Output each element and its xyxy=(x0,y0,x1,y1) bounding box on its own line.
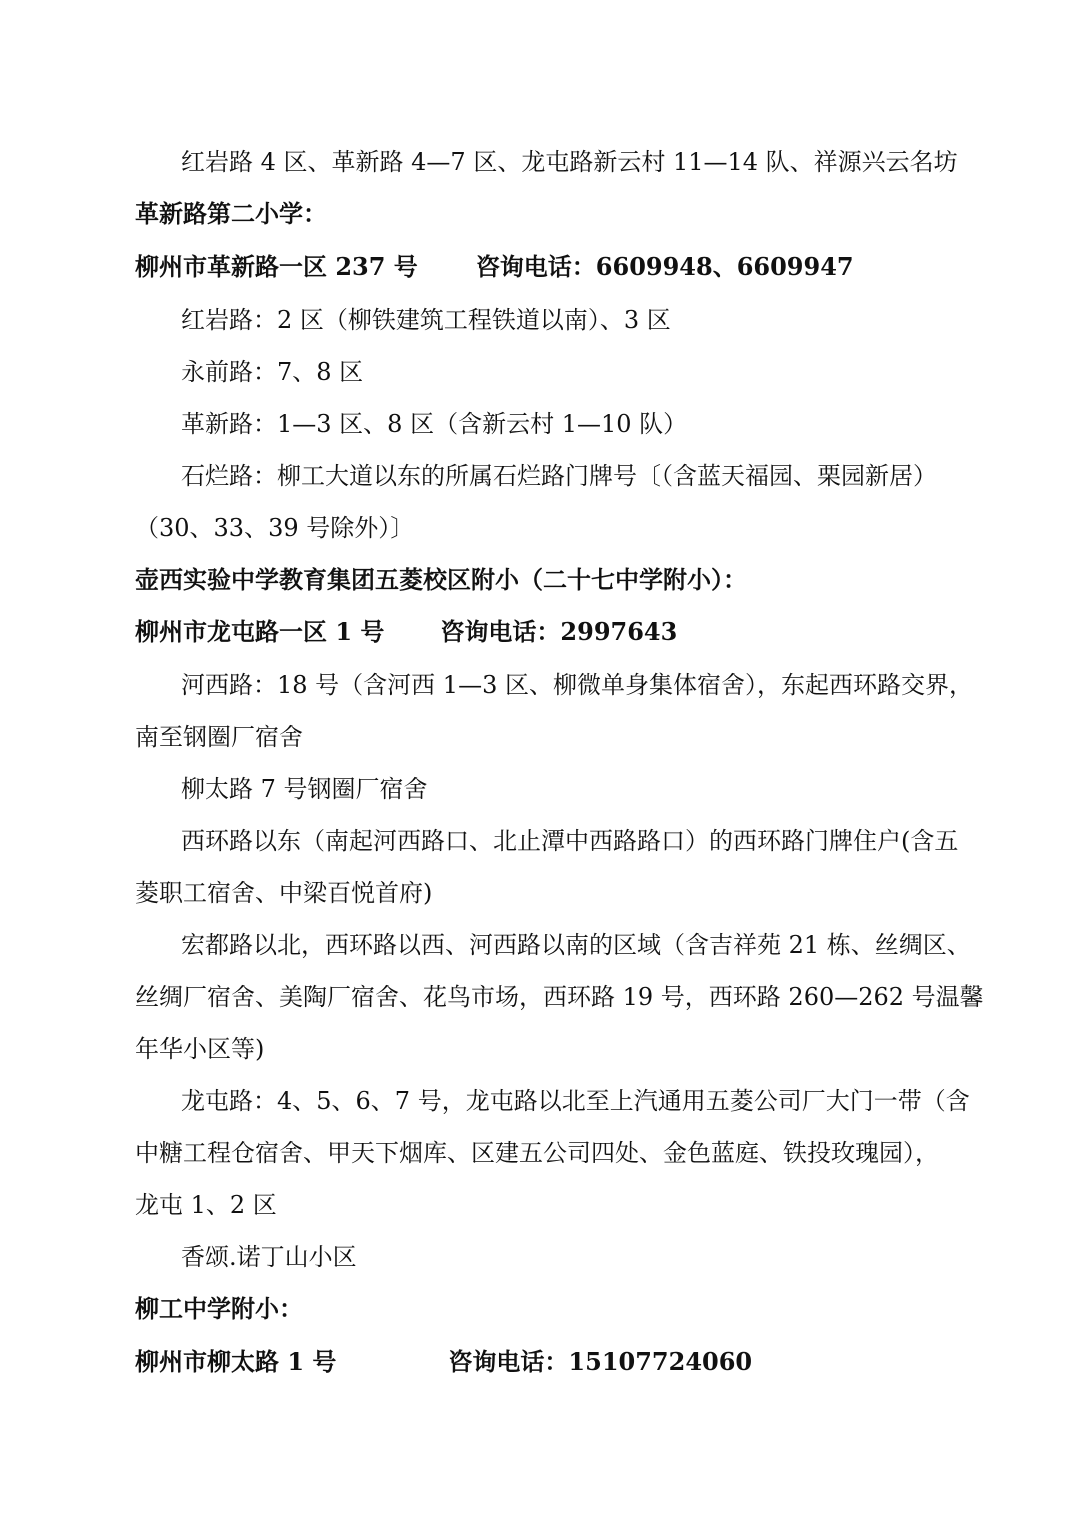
school-phone: 咨询电话：6609948、6609947 xyxy=(475,252,854,281)
text-line: 柳太路 7 号钢圈厂宿舍 xyxy=(181,775,428,803)
school-contact-line xyxy=(135,252,854,282)
text-line: 南至钢圈厂宿舍 xyxy=(135,723,303,751)
text-line: 河西路：18 号（含河西 1—3 区、柳微单身集体宿舍），东起西环路交界， xyxy=(181,671,973,699)
text-line: 龙屯 1、2 区 xyxy=(135,1191,277,1219)
school-contact-line xyxy=(135,617,677,647)
school-title-liugong: 柳工中学附小： xyxy=(135,1294,303,1323)
school-address: 柳州市柳太路 1 号 xyxy=(135,1347,337,1376)
school-address: 柳州市革新路一区 237 号 xyxy=(135,252,418,281)
text-line: 革新路：1—3 区、8 区（含新云村 1—10 队） xyxy=(181,410,688,438)
text-line: 西环路以东（南起河西路口、北止潭中西路路口）的西环路门牌住户(含五 xyxy=(181,827,959,855)
text-line: 中糖工程仓宿舍、甲天下烟库、区建五公司四处、金色蓝庭、铁投玫瑰园）， xyxy=(135,1139,939,1167)
school-title-wuling: 壶西实验中学教育集团五菱校区附小（二十七中学附小）： xyxy=(135,565,747,594)
text-line: 丝绸厂宿舍、美陶厂宿舍、花鸟市场，西环路 19 号，西环路 260—262 号温馨 xyxy=(135,983,984,1011)
school-phone: 咨询电话：15107724060 xyxy=(448,1347,753,1376)
text-line: 红岩路 4 区、革新路 4—7 区、龙屯路新云村 11—14 队、祥源兴云名坊 xyxy=(181,148,958,176)
text-line: 红岩路：2 区（柳铁建筑工程铁道以南）、3 区 xyxy=(181,306,671,334)
text-line: 香颂.诺丁山小区 xyxy=(181,1243,357,1271)
school-phone: 咨询电话：2997643 xyxy=(440,617,678,646)
text-line: 年华小区等) xyxy=(135,1035,265,1063)
school-address: 柳州市龙屯路一区 1 号 xyxy=(135,617,385,646)
school-contact-line xyxy=(135,1347,752,1377)
text-line: 石烂路：柳工大道以东的所属石烂路门牌号〔（含蓝天福园、栗园新居） xyxy=(181,462,937,490)
text-line: 龙屯路：4、5、6、7 号，龙屯路以北至上汽通用五菱公司厂大门一带（含 xyxy=(181,1087,970,1115)
text-line: 宏都路以北，西环路以西、河西路以南的区域（含吉祥苑 21 栋、丝绸区、 xyxy=(181,931,971,959)
text-line: 菱职工宿舍、中梁百悦首府) xyxy=(135,879,433,907)
text-line: 永前路：7、8 区 xyxy=(181,358,364,386)
school-title-gexinlu-2: 革新路第二小学： xyxy=(135,199,327,228)
text-line: （30、33、39 号除外）〕 xyxy=(135,514,415,542)
